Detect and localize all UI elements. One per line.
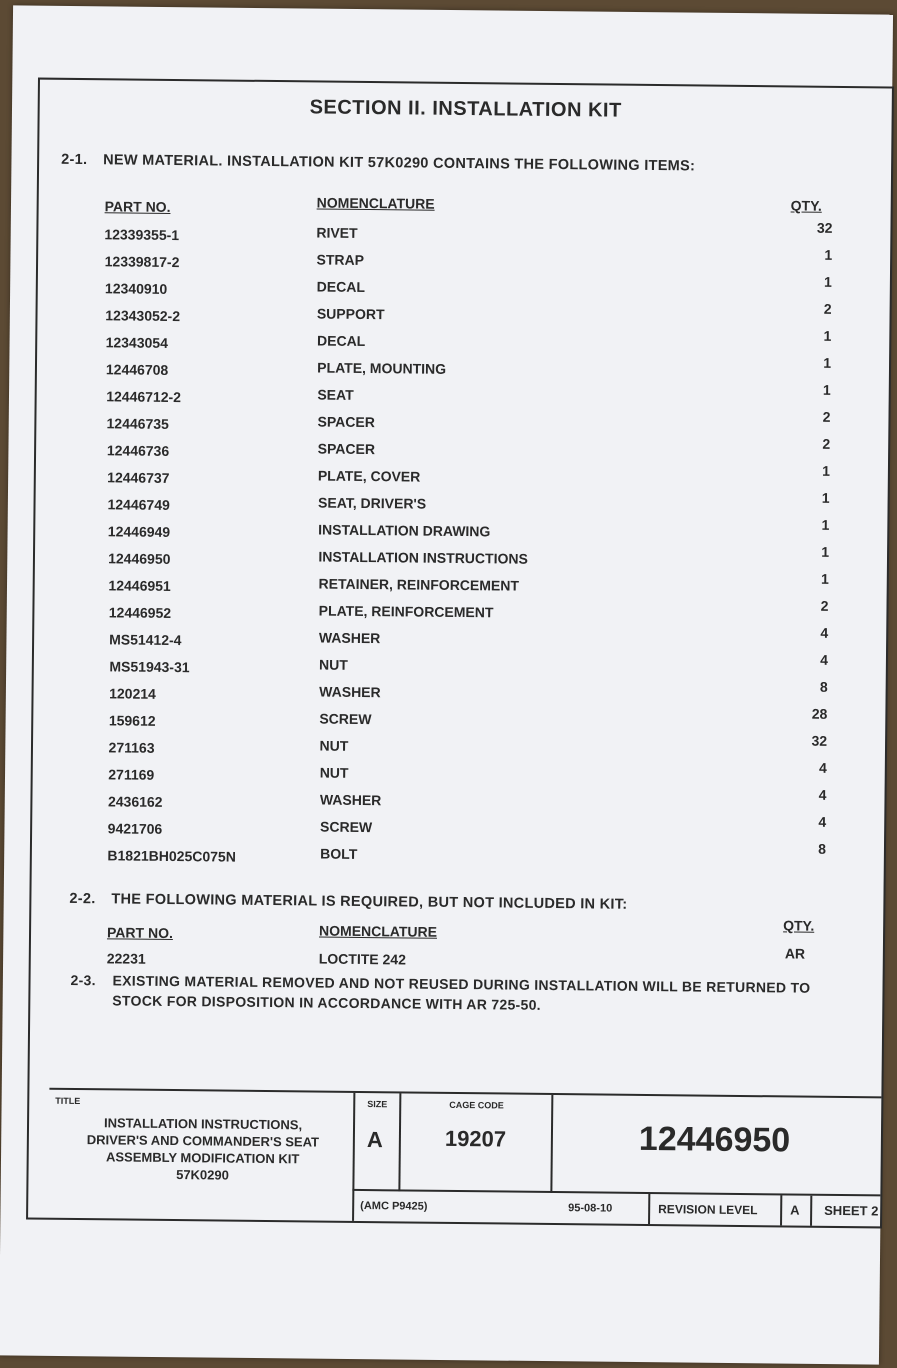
part-number: 271169 — [108, 766, 155, 783]
quantity: 4 — [818, 786, 827, 803]
quantity: 2 — [822, 408, 831, 425]
part-number: 9421706 — [107, 820, 163, 837]
nomenclature: RIVET — [316, 224, 358, 241]
quantity: 32 — [811, 732, 828, 749]
quantity: 4 — [818, 759, 827, 776]
section-2-3-line2: STOCK FOR DISPOSITION IN ACCORDANCE WITH AR 725-50. — [112, 992, 542, 1013]
qty-header: QTY. — [790, 197, 822, 214]
part-number: 271163 — [108, 739, 155, 756]
nomenclature: NUT — [318, 656, 348, 673]
nomenclature: INSTALLATION DRAWING — [318, 521, 491, 540]
part-number: 12446950 — [108, 550, 171, 567]
title-label: TITLE — [55, 1095, 81, 1107]
title-line-4: 57K0290 — [176, 1167, 229, 1183]
quantity: 2 — [823, 300, 832, 317]
part-number: 12446952 — [108, 604, 172, 621]
part-number: 12446708 — [105, 361, 169, 378]
section-2-2-heading — [69, 891, 627, 913]
size-label: SIZE — [367, 1099, 388, 1110]
part-number: 12339817-2 — [104, 253, 180, 271]
nomenclature: NUT — [319, 764, 349, 781]
required-part-no: 22231 — [106, 950, 146, 967]
size-divider — [398, 1093, 401, 1191]
section-2-1-number: 2-1. — [61, 151, 88, 169]
quantity: 4 — [820, 651, 829, 668]
section-2-2-text: THE FOLLOWING MATERIAL IS REQUIRED, BUT NOT INCLUDED IN KIT: — [111, 891, 628, 913]
revision-level-label: REVISION LEVEL — [658, 1202, 758, 1218]
document-number: 12446950 — [638, 1119, 791, 1160]
quantity: 8 — [819, 678, 828, 695]
nomenclature: NUT — [319, 737, 349, 754]
quantity: 32 — [816, 219, 833, 236]
quantity: 28 — [811, 705, 828, 722]
part-number: MS51943-31 — [109, 658, 190, 676]
nomenclature: RETAINER, REINFORCEMENT — [318, 575, 520, 594]
title-line-1: INSTALLATION INSTRUCTIONS, — [103, 1115, 303, 1133]
part-number: 12340910 — [104, 280, 168, 297]
part-number: 12446736 — [106, 442, 170, 459]
part-number: 12446737 — [107, 469, 170, 486]
title-block — [48, 1088, 881, 1227]
nomenclature: WASHER — [319, 791, 382, 809]
quantity: 2 — [822, 435, 831, 452]
part-number: 120214 — [109, 685, 156, 702]
nomenclature: SUPPORT — [316, 305, 385, 323]
nomenclature: SPACER — [317, 413, 375, 431]
nomenclature: PLATE, MOUNTING — [317, 359, 447, 377]
nomenclature: DECAL — [316, 278, 366, 295]
nomenclature: BOLT — [320, 845, 358, 862]
nomenclature: SEAT, DRIVER'S — [317, 494, 427, 512]
part-number: 12343054 — [105, 334, 169, 351]
nomenclature: STRAP — [316, 251, 365, 268]
amc-code: (AMC P9425) — [360, 1199, 428, 1213]
sheet-divider — [810, 1196, 812, 1226]
part-number: 12446749 — [107, 496, 170, 513]
cage-code-label: CAGE CODE — [449, 1099, 504, 1111]
size-value: A — [366, 1127, 383, 1153]
cage-divider — [550, 1095, 553, 1193]
quantity: 1 — [821, 543, 830, 560]
section-2-3-number: 2-3. — [70, 971, 96, 989]
part-number: 159612 — [108, 712, 156, 729]
quantity: 4 — [820, 624, 829, 641]
nomenclature: WASHER — [319, 683, 381, 701]
section-2-1-text: NEW MATERIAL. INSTALLATION KIT 57K0290 CONTAINS THE FOLLOWING ITEMS: — [103, 152, 696, 175]
nomenclature: DECAL — [316, 332, 366, 349]
quantity: 8 — [818, 840, 827, 857]
quantity: 4 — [818, 813, 827, 830]
quantity: 2 — [820, 597, 829, 614]
section-2-1-heading — [61, 152, 695, 175]
quantity: 1 — [824, 246, 833, 263]
qty-header-2: QTY. — [783, 917, 815, 934]
nomenclature: SCREW — [319, 710, 372, 728]
title-line-2: DRIVER'S AND COMMANDER'S SEAT — [86, 1132, 320, 1150]
date-divider — [648, 1194, 650, 1224]
quantity: 1 — [823, 327, 832, 344]
nomenclature: WASHER — [318, 629, 381, 647]
quantity: 1 — [823, 354, 832, 371]
nomenclature: SPACER — [317, 440, 376, 458]
nomenclature: PLATE, REINFORCEMENT — [318, 602, 494, 621]
part-number: 12446949 — [107, 523, 171, 540]
title-divider — [352, 1093, 355, 1221]
nomenclature: SCREW — [319, 818, 373, 836]
required-nomenclature: LOCTITE 242 — [318, 950, 407, 968]
section-2-3-text-1: EXISTING MATERIAL REMOVED AND NOT REUSED DURING INSTALLATION WILL BE RETURNED TO — [112, 972, 811, 996]
quantity: 1 — [821, 489, 830, 506]
sheet-number: SHEET 2 — [824, 1202, 879, 1219]
nomenclature: SEAT — [317, 386, 354, 403]
nomenclature-header: NOMENCLATURE — [316, 194, 435, 212]
nomenclature-header-2: NOMENCLATURE — [319, 922, 438, 940]
part-number: 12343052-2 — [105, 307, 181, 325]
part-number: 12446712-2 — [106, 388, 182, 406]
quantity: 1 — [824, 273, 832, 290]
cage-code-value: 19207 — [444, 1125, 507, 1152]
part-no-header-2: PART NO. — [106, 924, 173, 942]
part-number: 12339355-1 — [104, 226, 180, 244]
nomenclature: INSTALLATION INSTRUCTIONS — [318, 548, 528, 567]
revision-divider — [780, 1195, 782, 1225]
part-number: 12446735 — [106, 415, 169, 432]
part-no-header: PART NO. — [104, 198, 171, 215]
part-number: MS51412-4 — [109, 631, 182, 649]
title-block-hline — [352, 1189, 880, 1197]
date: 95-08-10 — [568, 1202, 613, 1215]
required-qty: AR — [784, 945, 806, 962]
document-title — [54, 1114, 351, 1185]
quantity: 1 — [822, 462, 831, 479]
title-line-3: ASSEMBLY MODIFICATION KIT — [105, 1149, 300, 1167]
part-number: 12446951 — [108, 577, 171, 594]
part-number: B1821BH025C075N — [107, 847, 236, 865]
section-title: SECTION II. INSTALLATION KIT — [309, 96, 622, 122]
quantity: 1 — [820, 570, 829, 587]
section-2-2-number: 2-2. — [69, 890, 96, 908]
part-number: 2436162 — [107, 793, 163, 810]
nomenclature: PLATE, COVER — [317, 467, 421, 485]
quantity: 1 — [821, 516, 830, 533]
document-frame — [26, 78, 894, 1229]
quantity: 1 — [822, 381, 831, 398]
revision-value: A — [790, 1202, 800, 1218]
